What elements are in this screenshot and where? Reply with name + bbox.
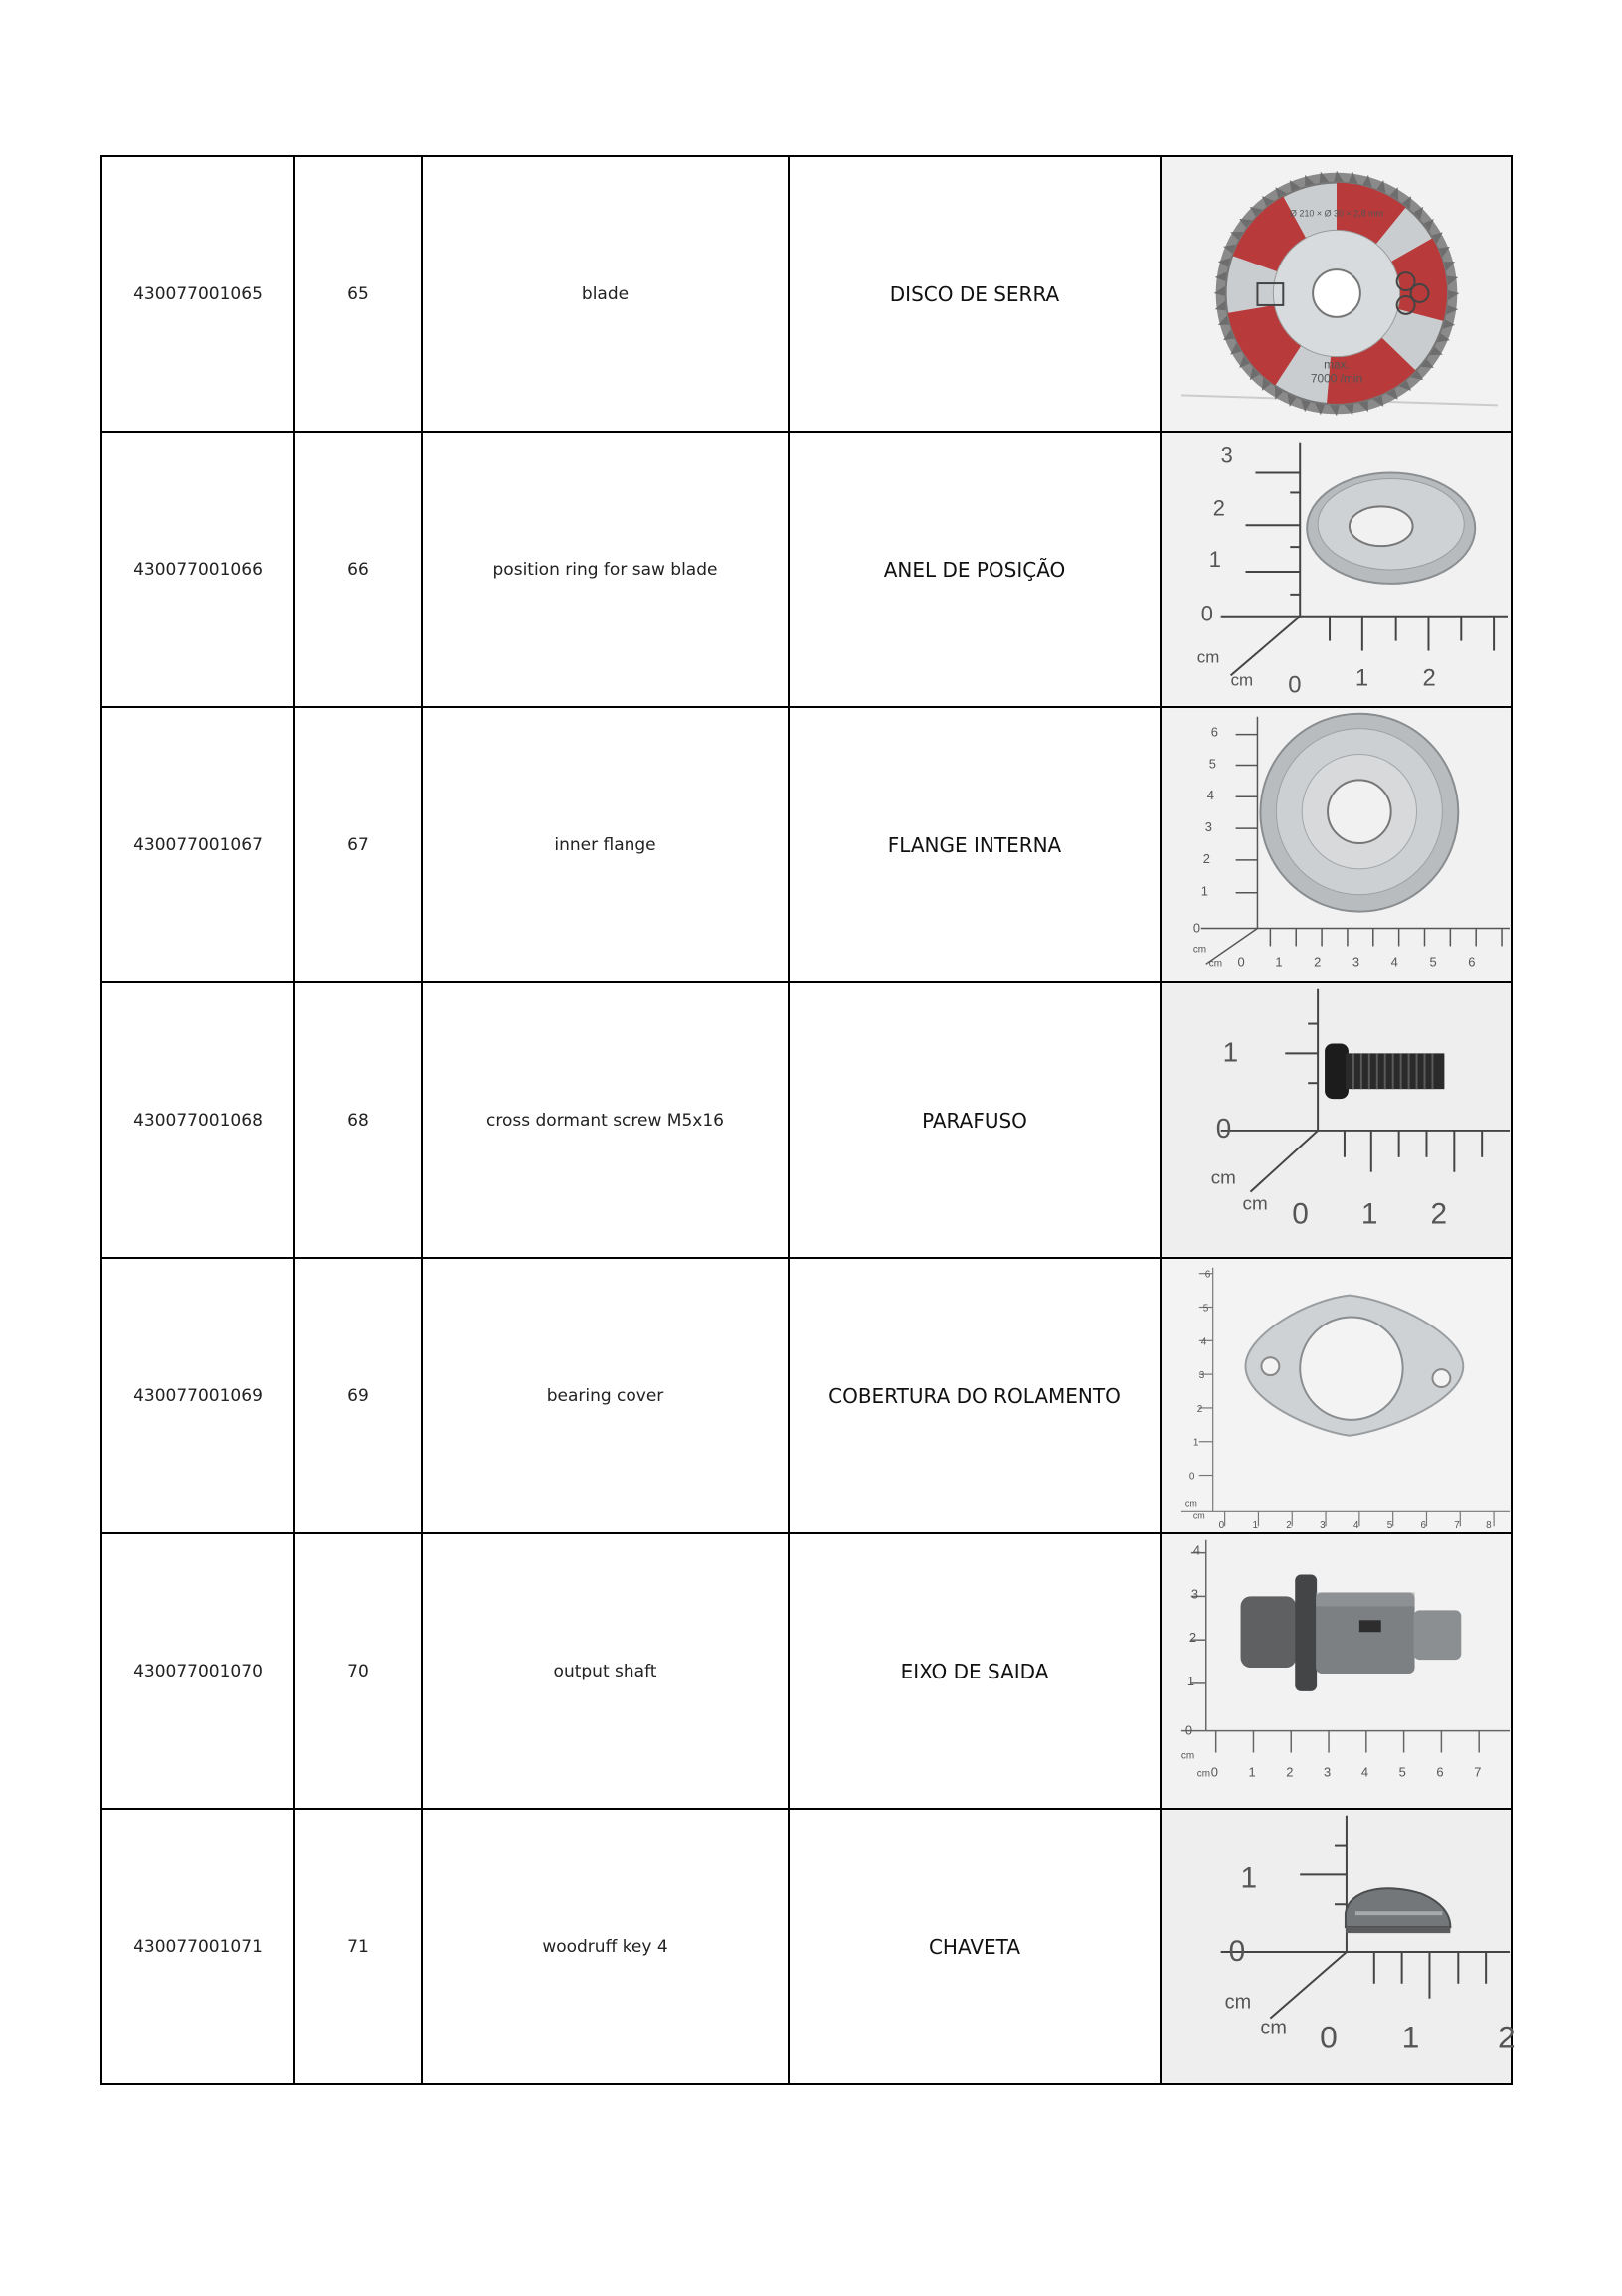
svg-text:7000 /min: 7000 /min — [1310, 371, 1363, 386]
scale-tick-label: 2 — [1498, 2019, 1516, 2055]
scale-tick-label: 4 — [1390, 954, 1398, 970]
scale-tick-label: 0 — [1237, 954, 1245, 970]
scale-tick-label: 2 — [1286, 1520, 1292, 1532]
scale-tick-label: 6 — [1468, 954, 1476, 970]
scale-tick-label: 1 — [1360, 1197, 1378, 1231]
scale-tick-label: 7 — [1454, 1520, 1460, 1532]
scale-tick-label: 6 — [1204, 1269, 1211, 1281]
scale-tick-label: 3 — [1198, 1370, 1205, 1382]
scale-unit-label: cm — [1208, 958, 1222, 970]
description-pt: ANEL DE POSIÇÃO — [789, 432, 1161, 707]
part-code: 430077001065 — [101, 156, 294, 432]
scale-tick-label: 0 — [1228, 1934, 1246, 1968]
scale-tick-label: 5 — [1202, 1303, 1209, 1315]
scale-unit-label: cm — [1196, 1768, 1211, 1780]
scale-tick-label: 1 — [1252, 1520, 1259, 1532]
scale-tick-label: 1 — [1401, 2019, 1420, 2055]
scale-tick-label: 2 — [1286, 1764, 1294, 1780]
scale-tick-label: 7 — [1474, 1764, 1482, 1780]
scale-unit-label: cm — [1224, 1991, 1252, 2014]
scale-tick-label: 0 — [1288, 671, 1302, 699]
description-en: inner flange — [422, 707, 789, 982]
scale-unit-label: cm — [1242, 1193, 1268, 1215]
svg-text:Ø 210 × Ø 30 × 2,8 mm: Ø 210 × Ø 30 × 2,8 mm — [1290, 208, 1383, 219]
part-code: 430077001070 — [101, 1533, 294, 1809]
scale-tick-label: 2 — [1430, 1197, 1448, 1231]
table-row — [101, 707, 1512, 982]
scale-tick-label: 3 — [1190, 1586, 1199, 1602]
scale-unit-label: cm — [1192, 944, 1207, 956]
scale-tick-label: 0 — [1210, 1764, 1218, 1780]
parts-table — [100, 155, 1516, 2085]
position-number: 70 — [294, 1533, 422, 1809]
position-number: 68 — [294, 982, 422, 1258]
description-pt: DISCO DE SERRA — [789, 156, 1161, 432]
scale-tick-label: 2 — [1314, 954, 1322, 970]
scale-unit-label: cm — [1230, 670, 1254, 690]
scale-tick-label: 0 — [1320, 2019, 1338, 2055]
scale-tick-label: 5 — [1386, 1520, 1393, 1532]
scale-tick-label: 2 — [1212, 495, 1225, 521]
scale-tick-label: 2 — [1188, 1630, 1197, 1646]
position-number: 65 — [294, 156, 422, 432]
part-code: 430077001071 — [101, 1809, 294, 2084]
scale-tick-label: 0 — [1184, 1722, 1193, 1738]
scale-tick-label: 1 — [1208, 547, 1221, 573]
scale-tick-label: 1 — [1200, 883, 1208, 899]
description-en: bearing cover — [422, 1258, 789, 1533]
scale-tick-label: 1 — [1354, 664, 1369, 692]
scale-tick-label: 4 — [1352, 1520, 1359, 1532]
scale-tick-label: 0 — [1192, 920, 1201, 936]
woodruff-key-photo — [1161, 1809, 1516, 2084]
description-pt: COBERTURA DO ROLAMENTO — [789, 1258, 1161, 1533]
description-pt: EIXO DE SAIDA — [789, 1533, 1161, 1809]
description-pt: CHAVETA — [789, 1809, 1161, 2084]
table-row — [101, 982, 1512, 1258]
screw-photo — [1161, 982, 1512, 1258]
inner-flange-photo — [1161, 707, 1512, 982]
scale-unit-label: cm — [1260, 2017, 1287, 2039]
scale-tick-label: 3 — [1324, 1764, 1332, 1780]
scale-tick-label: 4 — [1200, 1336, 1207, 1348]
bearing-cover-photo — [1161, 1258, 1512, 1533]
scale-tick-label: 1 — [1240, 1861, 1258, 1895]
scale-tick-label: 1 — [1222, 1036, 1239, 1068]
table-row — [101, 432, 1512, 707]
scale-unit-label: cm — [1184, 1499, 1197, 1509]
output-shaft-photo — [1161, 1533, 1512, 1809]
scale-tick-label: 6 — [1436, 1764, 1444, 1780]
scale-unit-label: cm — [1192, 1510, 1205, 1521]
position-ring-photo — [1161, 432, 1512, 707]
description-en: output shaft — [422, 1533, 789, 1809]
table-row — [101, 1533, 1512, 1809]
scale-tick-label: 6 — [1210, 724, 1218, 740]
saw-blade-photo — [1161, 156, 1512, 432]
scale-tick-label: 1 — [1186, 1673, 1195, 1688]
scale-tick-label: 5 — [1429, 954, 1437, 970]
svg-text:max.: max. — [1324, 357, 1350, 372]
scale-tick-label: 3 — [1352, 954, 1360, 970]
scale-tick-label: 1 — [1248, 1764, 1256, 1780]
scale-unit-label: cm — [1210, 1167, 1236, 1189]
description-pt: FLANGE INTERNA — [789, 707, 1161, 982]
part-code: 430077001066 — [101, 432, 294, 707]
position-number: 69 — [294, 1258, 422, 1533]
table-row — [101, 1258, 1512, 1533]
scale-tick-label: 0 — [1292, 1197, 1309, 1231]
scale-tick-label: 8 — [1486, 1520, 1492, 1532]
position-number: 71 — [294, 1809, 422, 2084]
scale-tick-label: 1 — [1275, 954, 1283, 970]
scale-tick-label: 5 — [1398, 1764, 1406, 1780]
part-code: 430077001068 — [101, 982, 294, 1258]
scale-tick-label: 4 — [1192, 1542, 1201, 1558]
position-number: 67 — [294, 707, 422, 982]
scale-tick-label: 4 — [1206, 788, 1214, 803]
description-en: woodruff key 4 — [422, 1809, 789, 2084]
scale-tick-label: 0 — [1215, 1112, 1232, 1144]
description-en: blade — [422, 156, 789, 432]
part-code: 430077001067 — [101, 707, 294, 982]
scale-tick-label: 4 — [1360, 1764, 1369, 1780]
scale-tick-label: 3 — [1204, 819, 1212, 835]
scale-tick-label: 2 — [1422, 664, 1436, 692]
part-code: 430077001069 — [101, 1258, 294, 1533]
position-number: 66 — [294, 432, 422, 707]
table-row — [101, 156, 1512, 432]
table-row — [101, 1809, 1512, 2084]
scale-tick-label: 5 — [1208, 756, 1216, 772]
description-en: cross dormant screw M5x16 — [422, 982, 789, 1258]
scale-tick-label: 3 — [1220, 442, 1233, 468]
description-en: position ring for saw blade — [422, 432, 789, 707]
scale-tick-label: 0 — [1218, 1520, 1225, 1532]
scale-tick-label: 0 — [1188, 1471, 1195, 1483]
scale-tick-label: 1 — [1192, 1437, 1199, 1449]
scale-tick-label: 0 — [1200, 601, 1213, 626]
scale-unit-label: cm — [1180, 1750, 1195, 1762]
scale-tick-label: 2 — [1196, 1403, 1203, 1415]
scale-tick-label: 3 — [1320, 1520, 1326, 1532]
description-pt: PARAFUSO — [789, 982, 1161, 1258]
scale-tick-label: 6 — [1420, 1520, 1427, 1532]
scale-tick-label: 2 — [1202, 850, 1210, 866]
scale-unit-label: cm — [1196, 647, 1220, 667]
